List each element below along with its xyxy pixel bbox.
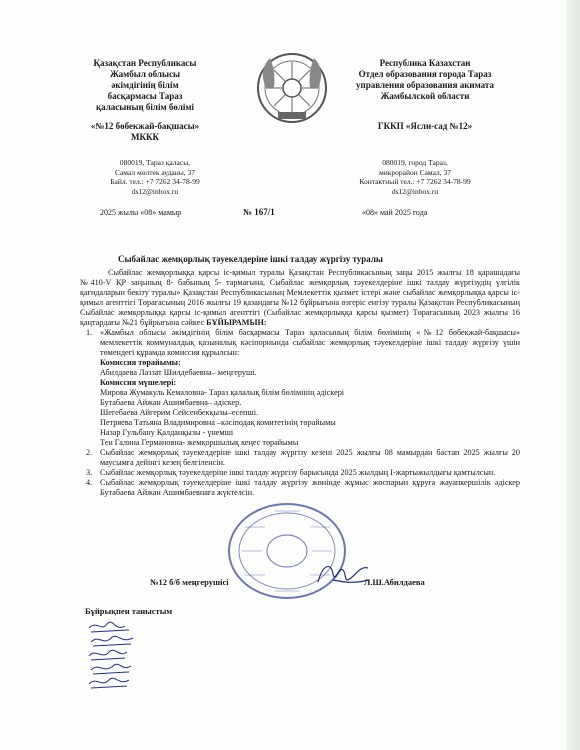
acknowledgement-label: Бұйрықпен таныстым bbox=[85, 606, 173, 616]
commission-member: Шегебаева Айгерим Сейсенбекқызы–есепші. bbox=[100, 408, 259, 417]
item-number: 2. bbox=[86, 448, 93, 457]
address-email: ds12@inbox.ru bbox=[131, 186, 179, 196]
header-right-line: Республика Казахстан bbox=[379, 58, 471, 68]
header-right-line: управления образования акимата bbox=[356, 80, 494, 90]
item-number: 3. bbox=[86, 468, 93, 477]
header-left-line: МККК bbox=[130, 132, 160, 142]
order-items bbox=[80, 448, 520, 498]
item-text: «Жамбыл облысы әкімдігінің білім басқармасы Тараз қаласының білім бөлімінің «№12 бөбекжай-бақшасы» мемлекеттік коммуналдық қазыналық кәсіпорнында сыбайлас жемқорлық тәуекелдеріне ішкі талдау жүргізу үшін төмендегі құрамда комиссия құрылсын: bbox=[100, 328, 520, 357]
date-russian: «08» май 2025 года bbox=[362, 208, 428, 217]
document-body bbox=[80, 268, 520, 498]
commission-member: Петряева Татьяна Владимировна –кәсіподақ комитетінің төрайымы bbox=[100, 418, 336, 427]
header-left-line: басқармасы Тараз bbox=[107, 91, 183, 101]
preamble-paragraph bbox=[80, 268, 520, 328]
order-word: БҰЙЫРАМЫН: bbox=[206, 318, 267, 327]
state-emblem-icon bbox=[254, 48, 330, 128]
address-line: Самал мөлтек ауданы, 37 bbox=[114, 167, 196, 177]
item-number: 1. bbox=[86, 328, 93, 337]
commission-member: Бутабаева Айжан Ашимбаевна– әдіскер. bbox=[100, 398, 242, 407]
chair-heading: Комиссия төрайымы: bbox=[100, 358, 181, 367]
header-left bbox=[60, 58, 230, 143]
header-left-line: әкімдігінің білім bbox=[111, 80, 179, 90]
header-left-line: Қазақстан Республикасы bbox=[93, 58, 197, 68]
item-text: Сыбайлас жемқорлық тәуекелдеріне ішкі талдау жүргізу жөнінде жұмыс жоспарын құруға жауапкершілік әдіскер Бутабаева Айжан Ашимбаевнаға жүктелсін. bbox=[100, 478, 520, 497]
order-item bbox=[80, 478, 520, 498]
order-item bbox=[80, 328, 520, 358]
members-heading: Комиссия мүшелері: bbox=[100, 378, 177, 387]
order-items bbox=[80, 328, 520, 358]
header-left-line: қаласының білім бөлімі bbox=[95, 102, 195, 112]
commission-member: Тен Галина Германовна- жемқоршылық кеңес төрайымы bbox=[100, 438, 299, 447]
document-title: Сыбайлас жемқорлық тәуекелдеріне ішкі талдау жүргізу туралы bbox=[118, 254, 383, 264]
item-text: Сыбайлас жемқорлық тәуекелдеріне ішкі талдау жүргізу барысында 2025 жылдың І-жартыжылдығы қамтылсын. bbox=[100, 468, 496, 477]
staff-signatures-icon bbox=[85, 618, 155, 698]
order-number: № 167/1 bbox=[243, 207, 275, 217]
order-item bbox=[80, 448, 520, 468]
item-number: 4. bbox=[86, 478, 93, 487]
commission-chair: Абилдаева Лаззат Шилдебаевна– меңгеруші. bbox=[100, 368, 257, 377]
address-left bbox=[85, 158, 225, 196]
address-line: Контактный тел.: +7 7262 34-78-99 bbox=[359, 177, 471, 186]
page-edge bbox=[566, 0, 580, 750]
signer-name: Л.Ш.Абилдаева bbox=[364, 577, 425, 587]
commission-member: Назар Гульбану Қалданқызы - үнемші bbox=[100, 428, 234, 437]
header-right-line: ГККП «Ясли-сад №12» bbox=[377, 121, 473, 131]
header-left-line: «№12 бөбекжай-бақшасы» bbox=[90, 121, 200, 131]
preamble-text: Сыбайлас жемқорлыққа қарсы іс-қимыл туралы Қазақстан Республикасының заңы 2015 жылғы 18 қарашадағы №410-V ҚР заңының 8- бабының 5- тармағына, Сыбайлас жемқорлық тәуекелдеріне ішкі талдау жүргізудің үлгілік қағидаларын бекіту туралы» Қазақстан Республикасының Мемлекеттік қызмет істері және сыбайлас жемқорлыққа қарсы іс-қимыл агенттігі Төрағасының 2016 жылғы 19 қазандағы №12 бұйрығына өзгеріс енгізу туралы Қазақстан Республикасының Сыбайлас жемқорлыққа қарсы іс-қимыл агенттігі (Сыбайлас жемқорлыққа қарсы қызмет) Төрағасының 2023 жылғы 16 қаңтардағы №21 бұйрығына сәйкес bbox=[80, 268, 520, 327]
address-line: 080019, город Тараз, bbox=[382, 158, 448, 167]
address-line: Байл. тел.: +7 7262 34-78-99 bbox=[110, 177, 200, 186]
address-line: микрорайон Самал, 37 bbox=[378, 167, 452, 177]
date-kazakh: 2025 жылы «08» мамыр bbox=[100, 208, 182, 217]
header-right-line: Отдел образования города Тараз bbox=[358, 69, 492, 79]
address-right bbox=[340, 158, 490, 196]
item-text: Сыбайлас жемқорлық тәуекелдеріне ішкі талдау жүргізу кезені 2025 жылғы 08 мамырдан бастап 2025 жылғы 20 маусымға дейінгі кезең белгіленсін. bbox=[100, 448, 520, 467]
address-email: ds12@inbox.ru bbox=[391, 186, 439, 196]
header-right-line: Жамбылской области bbox=[380, 91, 470, 101]
header-right bbox=[330, 58, 520, 132]
address-line: 080019, Тараз қаласы, bbox=[119, 158, 191, 167]
order-item bbox=[80, 468, 520, 478]
header-left-line: Жамбыл облысы bbox=[109, 69, 180, 79]
commission-member: Мирова Жумакуль Кемаловна- Тараз қалалық білім бөлімінің әдіскері bbox=[100, 388, 345, 397]
signer-position: №12 б/б меңгерушісі bbox=[150, 577, 229, 587]
